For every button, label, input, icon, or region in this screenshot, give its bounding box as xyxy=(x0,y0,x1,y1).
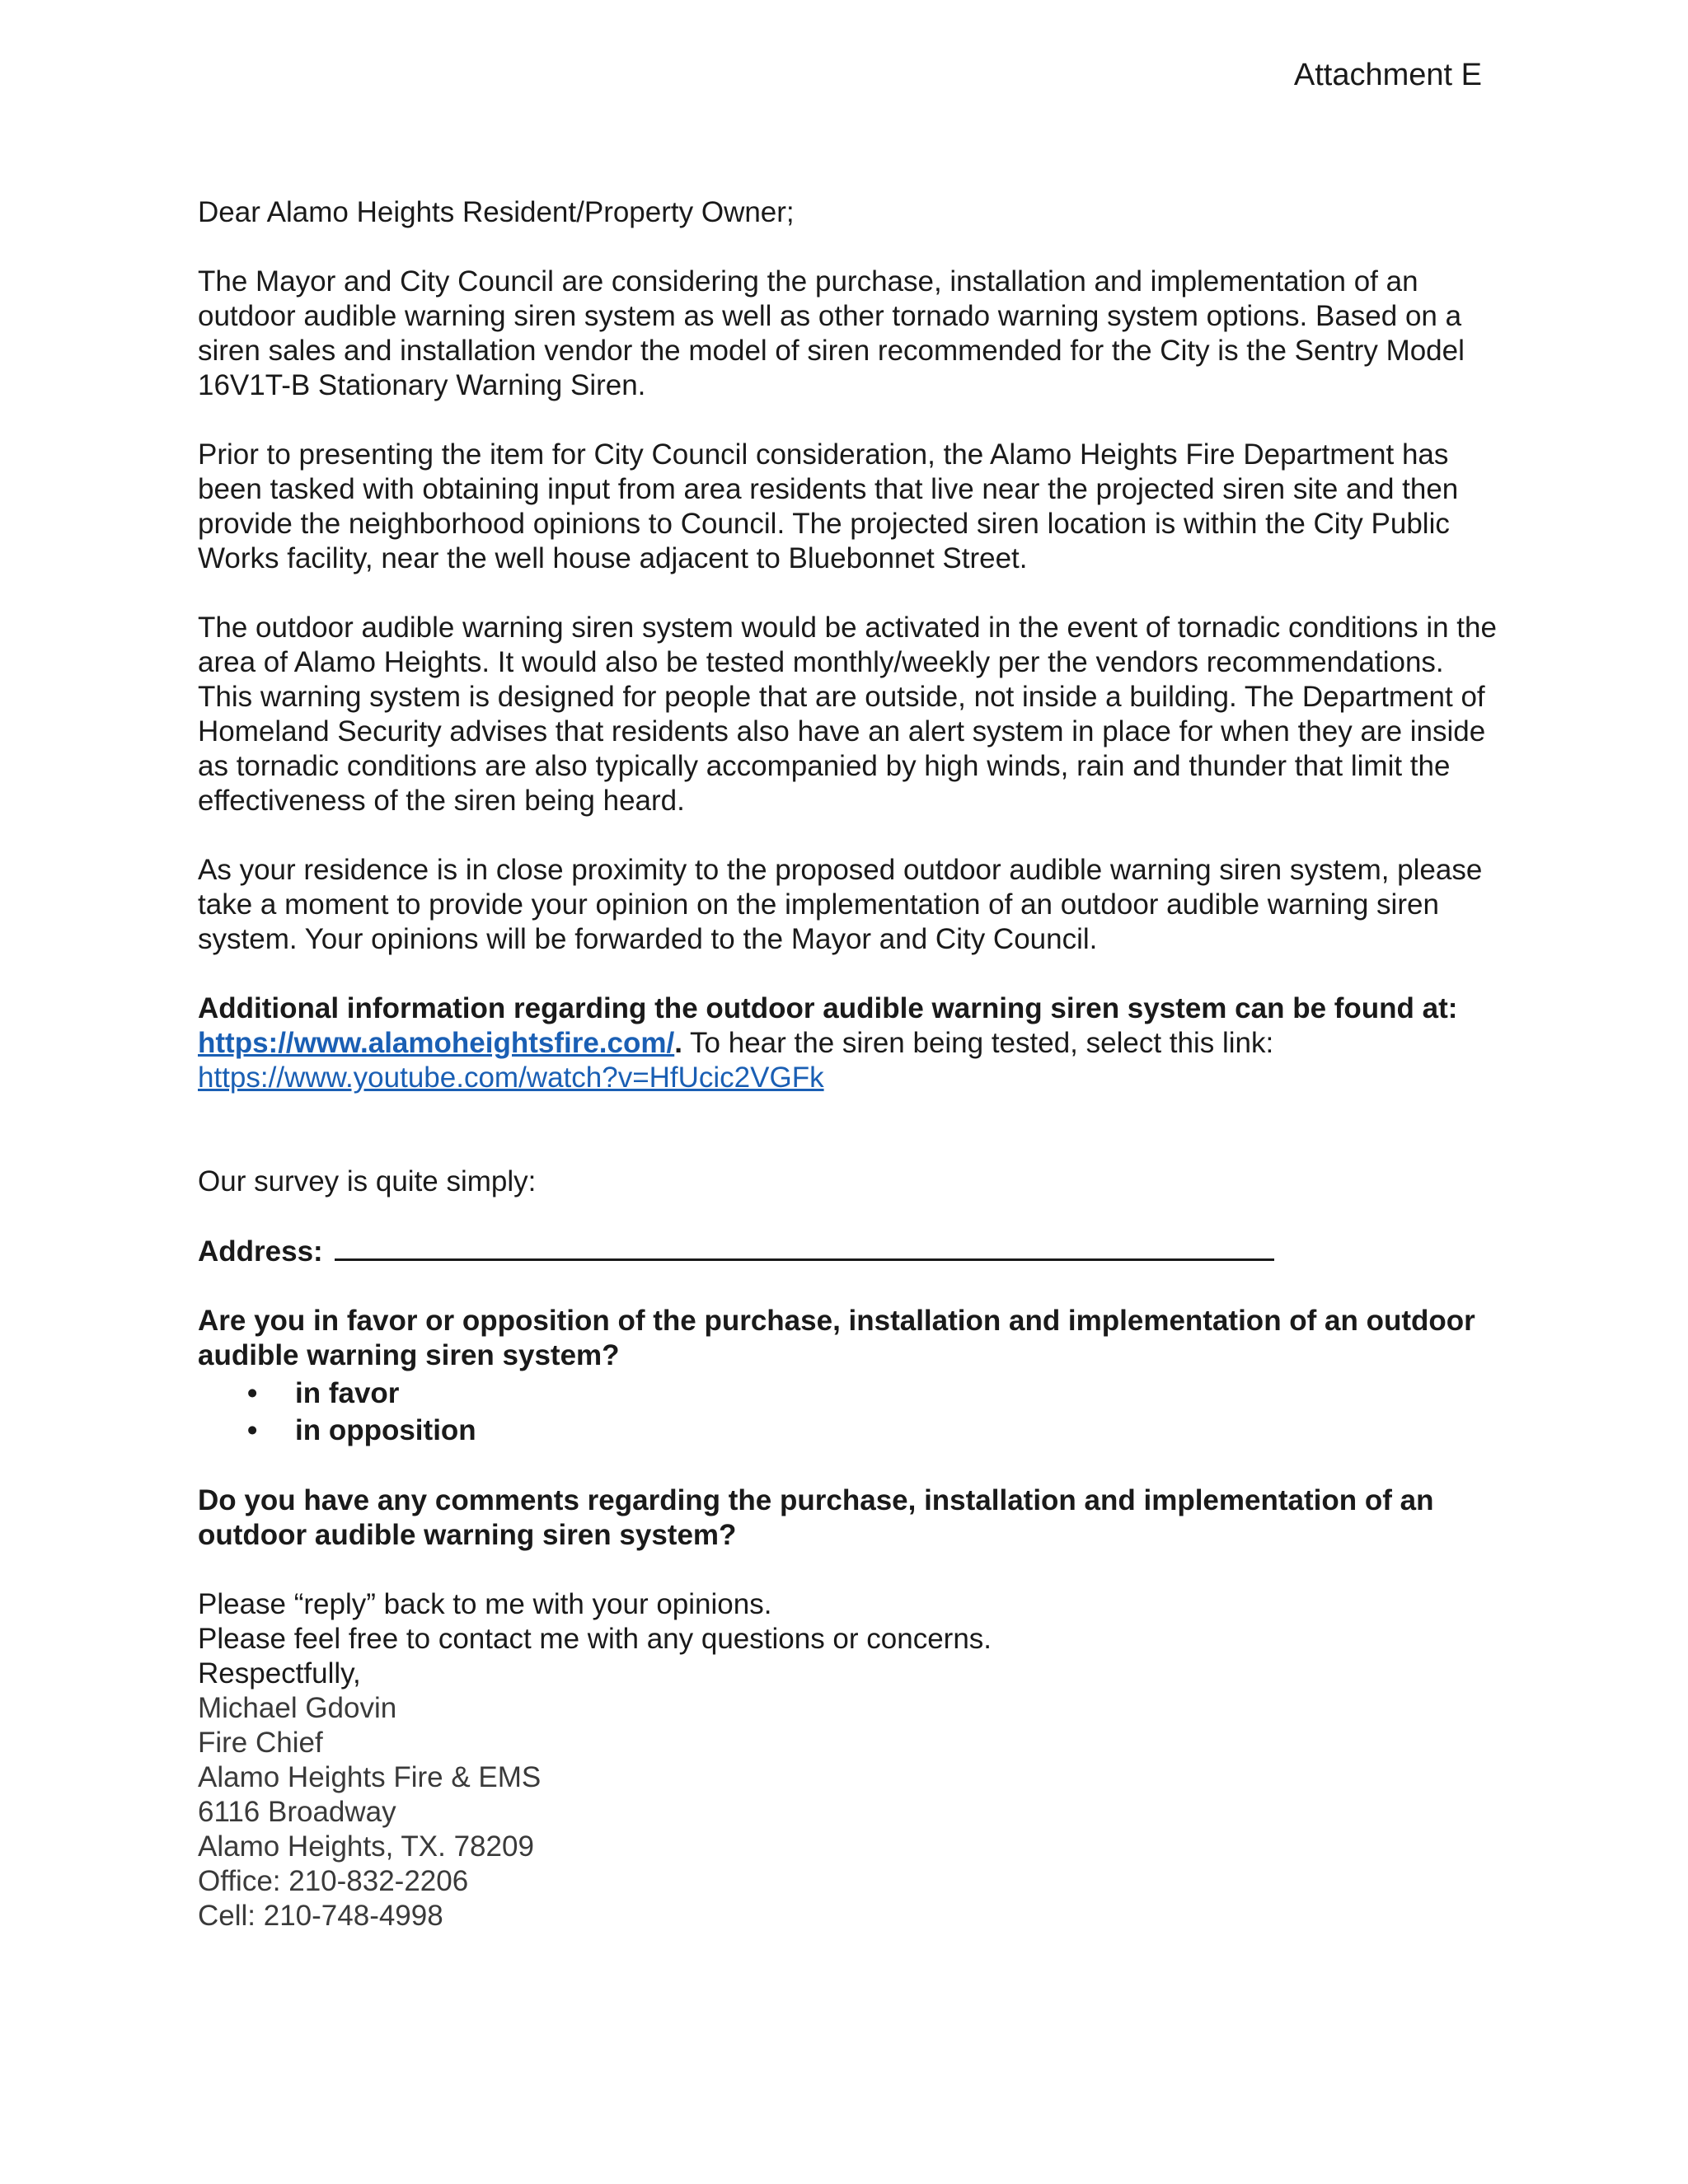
paragraph-2: Prior to presenting the item for City Council consideration, the Alamo Heights Fire Department has been tasked with obtaining input from area residents that live near the projected siren site and then provide the neighborhood opinions to Council. The projected siren location is within the City Public Works facility, near the well house adjacent to Bluebonnet Street. xyxy=(198,438,1459,574)
paragraph-1: The Mayor and City Council are considering the purchase, installation and implementation of an outdoor audible warning siren system as well as other tornado warning system options. Based on a siren sales and installation vendor the model of siren recommended for the City is the Sentry Model 16V1T-B Stationary Warning Siren. xyxy=(198,265,1465,401)
letter-body xyxy=(198,195,1500,1933)
additional-info xyxy=(198,991,1500,1095)
survey-intro: Our survey is quite simply: xyxy=(198,1165,537,1197)
info-bold-text: Additional information regarding the outdoor audible warning siren system can be found at: xyxy=(198,992,1458,1024)
question-favor-opposition: Are you in favor or opposition of the purchase, installation and implementation of an outdoor audible warning siren system? xyxy=(198,1305,1475,1371)
salutation: Dear Alamo Heights Resident/Property Owner; xyxy=(198,196,795,228)
info-period: . xyxy=(674,1027,682,1059)
option-label: in opposition xyxy=(295,1414,476,1446)
signature-office-phone: Office: 210-832-2206 xyxy=(198,1865,469,1897)
closing-block xyxy=(198,1587,1500,1691)
closing-line: Please feel free to contact me with any questions or concerns. xyxy=(198,1623,992,1655)
option-in-opposition xyxy=(198,1412,1500,1449)
paragraph-4: As your residence is in close proximity to the proposed outdoor audible warning siren system, please take a moment to provide your opinion on the implementation of an outdoor audible warning siren system. Your opinions will be forwarded to the Mayor and City Council. xyxy=(198,854,1483,955)
info-tail-text: To hear the siren being tested, select this link: xyxy=(682,1027,1274,1059)
signature-name: Michael Gdovin xyxy=(198,1692,397,1724)
signature-street: 6116 Broadway xyxy=(198,1796,396,1828)
option-in-favor xyxy=(198,1375,1500,1412)
bullet-icon: • xyxy=(247,1377,258,1409)
closing-line: Respectfully, xyxy=(198,1657,361,1690)
address-label: Address: xyxy=(198,1235,323,1268)
bullet-icon: • xyxy=(247,1414,258,1446)
signature-cell-phone: Cell: 210-748-4998 xyxy=(198,1900,443,1932)
address-blank-line xyxy=(335,1234,1274,1261)
signature-title: Fire Chief xyxy=(198,1727,323,1759)
answer-options xyxy=(198,1375,1500,1449)
signature-city: Alamo Heights, TX. 78209 xyxy=(198,1830,534,1863)
attachment-label: Attachment E xyxy=(1293,58,1482,92)
signature-block xyxy=(198,1691,1500,1933)
question-comments: Do you have any comments regarding the purchase, installation and implementation of an outdoor audible warning siren system? xyxy=(198,1484,1434,1551)
address-field xyxy=(198,1234,1500,1269)
fire-website-link[interactable]: https://www.alamoheightsfire.com/ xyxy=(198,1027,675,1059)
paragraph-3: The outdoor audible warning siren system would be activated in the event of tornadic conditions in the area of Alamo Heights. It would also be tested monthly/weekly per the vendors recommendations. This warning system is designed for people that are outside, not inside a building. The Department of Homeland Security advises that residents also have an alert system in place for when they are inside as tornadic conditions are also typically accompanied by high winds, rain and thunder that limit the effectiveness of the siren being heard. xyxy=(198,612,1497,817)
youtube-link[interactable]: https://www.youtube.com/watch?v=HfUcic2VGFk xyxy=(198,1062,824,1094)
closing-line: Please “reply” back to me with your opinions. xyxy=(198,1588,772,1620)
signature-org: Alamo Heights Fire & EMS xyxy=(198,1761,542,1793)
option-label: in favor xyxy=(295,1377,400,1409)
